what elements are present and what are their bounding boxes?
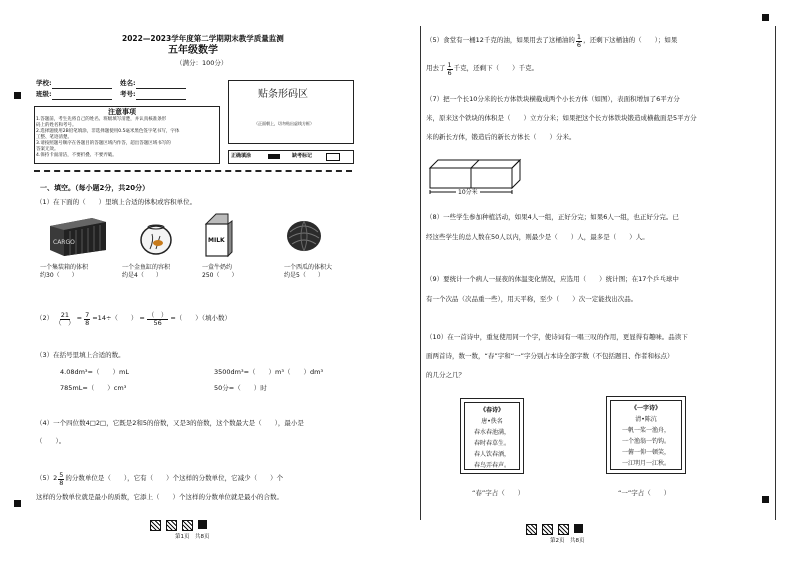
question-4-cont: （ ）。	[36, 437, 66, 445]
name-field[interactable]	[136, 88, 186, 89]
hatch-mark-icon	[526, 524, 537, 535]
fill-example-mark	[268, 154, 280, 159]
question-5-cont: 这样的分数单位就是最小的质数，它添上（ ）个这样的分数单位就是最小的合数。	[36, 493, 283, 501]
question-4: （4）一个四位数4□2□，它既是2和5的倍数，又是3的倍数，这个数最大是（ ），最小是	[36, 419, 304, 427]
fishbowl-icon	[136, 216, 176, 256]
hatch-mark-icon	[182, 520, 193, 531]
notice-line: 2.选择题使用2B铅笔填涂，非选择题使用0.5毫米黑色签字笔书写，字体	[36, 129, 180, 134]
question-7-cont: 米的新长方体，锻造后的新长方体长（ ）分米。	[426, 133, 576, 141]
question-8-cont: 经这些学生的总人数在50人以内，则最少是（ ）人，最多是（ ）人。	[426, 233, 649, 241]
class-field[interactable]	[52, 99, 112, 100]
question-9: （9）要统计一个病人一昼夜的体温变化情况，应选用（ ）统计图；在17个乒乓球中	[426, 275, 679, 283]
notice-line: 4.保持卡面清洁，不要折叠、不要弄破。	[36, 153, 117, 158]
question-1: （1）在下面的（ ）里填上合适的体积或容积单位。	[36, 198, 197, 206]
school-field[interactable]	[52, 88, 112, 89]
name-label: 姓名:	[120, 79, 136, 87]
corner-mark	[14, 92, 21, 99]
question-10: （10）在一首诗中，重复使用同一个字，使诗词有一唱三叹的作用，更显得有趣味。品读下	[426, 333, 688, 341]
exam-number-field[interactable]	[136, 99, 186, 100]
image-caption: 一个集装箱的体积 约30（ ）	[40, 264, 89, 279]
question-10-cont: 的几分之几？	[426, 371, 465, 379]
question-2: （2） $\frac{21}{( )}$ = $\frac{7}{8}$ =14÷（ ） = $\frac{( )}{56}$ =（ ）（填小数）	[36, 311, 232, 327]
q3-item: 3500dm³=（ ）m³（ ）dm³	[214, 368, 324, 376]
question-7: （7）把一个长10分米的长方体铁块横截成两个小长方体（如图），表面积增加了6平方分	[426, 95, 680, 103]
notice-line: 3.请按照题号顺序在各题目的答题区域内作答，超出答题区域书写的	[36, 141, 171, 146]
image-caption: 一盒牛奶约 250（ ）	[202, 264, 238, 279]
question-5: （5）2 $\frac{5}{8}$ 的分数单位是（ ），它有（ ）个这样的分数单位，它减少（ ）个	[36, 471, 284, 487]
section-title: 一、填空。（每小题2分，共20分）	[40, 184, 150, 192]
fill-example-label: 正确填涂	[231, 153, 252, 159]
corner-mark	[762, 14, 769, 21]
full-score: （满分：100分）	[176, 59, 228, 67]
exam-page-right	[400, 0, 794, 561]
exam-header-title: 2022—2023学年度第二学期期末教学质量监测	[122, 34, 284, 43]
class-label: 班级:	[36, 90, 52, 98]
poem-box-one-character: 《一字诗》 清•陈沆 一帆一桨一渔舟， 一个渔翁一钓钩。 一俯一仰一顿笑， 一江明月一江秋。	[606, 396, 686, 474]
poem-box-spring: 《春诗》 唐•佚名 春水春池满， 春时春草生。 春人饮春酒， 春鸟弄春声。	[460, 398, 524, 474]
svg-text:CARGO: CARGO	[53, 239, 75, 246]
solid-mark-icon	[574, 524, 583, 533]
question-3: （3）在括号里填上合适的数。	[36, 351, 125, 359]
question-9-cont: 有一个次品（次品重一些），用天平称，至少（ ）次一定能找出次品。	[426, 295, 638, 303]
figure-length-label: 10分米	[458, 189, 478, 196]
hatch-mark-icon	[150, 520, 161, 531]
notice-line: 答案无效。	[36, 147, 59, 152]
absent-mark-label: 缺考标记	[292, 153, 313, 159]
watermelon-icon	[284, 216, 324, 254]
exam-subject: 五年级数学	[168, 45, 218, 56]
barcode-label: 贴条形码区	[258, 89, 308, 100]
q3-item: 50分=（ ）时	[214, 384, 267, 392]
hatch-mark-icon	[558, 524, 569, 535]
school-label: 学校:	[36, 79, 52, 87]
barcode-note: （正面朝上，切勿贴出虚线方框）	[254, 121, 314, 126]
question-8: （8）一些学生参加种植活动，如果4人一组，正好分完；如果6人一组，也正好分完。已	[426, 213, 679, 221]
notice-title: 注意事项	[108, 108, 136, 116]
solid-mark-icon	[198, 520, 207, 529]
question-5b: （5）食堂有一桶12千克的油，如果用去了这桶油的 $\frac{1}{6}$ ，还剩下这桶油的（ ）；如果	[426, 33, 678, 49]
question-10-cont: 面两首诗，数一数，“春”字和“一”字分别占本诗全部字数（不包括题目、作者和标点）	[426, 352, 674, 360]
page-footer: 第2页 共8页	[550, 538, 585, 544]
page-marks	[526, 524, 583, 535]
corner-mark	[14, 500, 21, 507]
milk-carton-icon	[200, 212, 234, 258]
exam-number-label: 考号:	[120, 90, 136, 98]
q3-item: 785mL=（ ）cm³	[60, 384, 127, 392]
notice-line: 码上的姓名和考号。	[36, 123, 77, 128]
svg-text:MILK: MILK	[208, 237, 225, 244]
question-7-cont: 米，原来这个铁块的体积是（ ）立方分米；如果把这个长方体铁块锻造成横截面是5平方分	[426, 114, 697, 122]
hatch-mark-icon	[542, 524, 553, 535]
hatch-mark-icon	[166, 520, 177, 531]
notice-line: 1.答题前，考生先将自己的姓名、班级填写清楚，并认真核准条形	[36, 117, 167, 122]
notice-line: 工整、笔迹清楚。	[36, 135, 72, 140]
page-marks	[150, 520, 207, 531]
answer-spring-ratio: “春”字占（ ）	[472, 489, 525, 497]
corner-mark	[762, 496, 769, 503]
answer-one-ratio: “一”字占（ ）	[618, 489, 671, 497]
q3-item: 4.08dm³=（ ）mL	[60, 368, 129, 376]
absent-mark-checkbox[interactable]	[326, 153, 340, 161]
section-divider	[34, 170, 352, 172]
image-caption: 一个金鱼缸的容积 约是4（ ）	[122, 264, 171, 279]
page-footer: 第1页 共8页	[175, 534, 210, 540]
image-caption: 一个西瓜的体积大 约是5（ ）	[284, 264, 333, 279]
container-icon	[46, 214, 110, 258]
question-5b-cont: 用去了 $\frac{1}{6}$ 千克，还剩下（ ）千克。	[426, 61, 539, 77]
